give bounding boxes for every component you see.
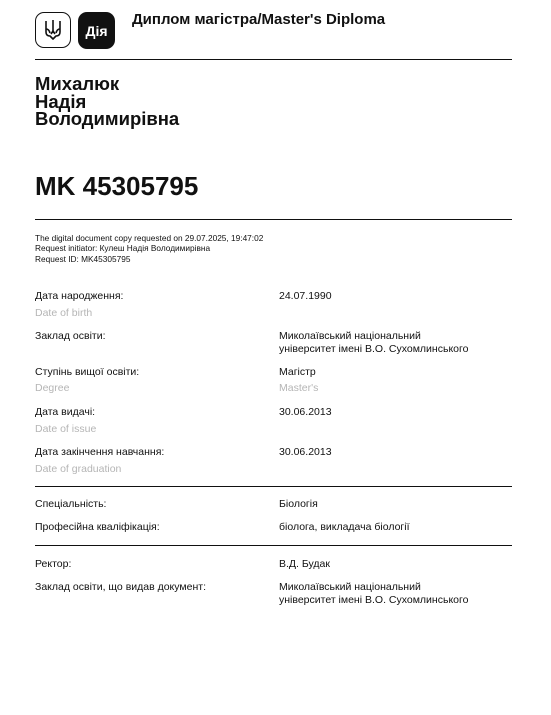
issue-date-label: Дата видачі: <box>35 406 96 418</box>
trident-logo <box>35 12 71 48</box>
divider <box>35 545 512 546</box>
request-info <box>35 233 263 264</box>
issuer-label: Заклад освіти, що видав документ: <box>35 581 206 593</box>
qualification-value: біолога, викладача біології <box>279 521 410 533</box>
institution-value-line1: Миколаївський національний <box>279 330 421 342</box>
birth-label: Дата народження: <box>35 290 124 302</box>
specialty-value: Біологія <box>279 498 318 510</box>
request-id-line: Request ID: MK45305795 <box>35 253 131 264</box>
birth-value: 24.07.1990 <box>279 290 332 302</box>
request-initiator-line: Request initiator: Кулеш Надія Володимирівна <box>35 243 211 254</box>
diia-logo <box>78 12 115 49</box>
degree-value-en: Master's <box>279 382 319 394</box>
institution-value-line2: університет імені В.О. Сухомлинського <box>279 342 469 355</box>
institution-value <box>279 330 468 355</box>
graduation-label-en: Date of graduation <box>35 463 122 475</box>
divider <box>35 219 512 220</box>
qualification-label: Професійна кваліфікація: <box>35 521 160 533</box>
diia-logo-text: Дія <box>85 22 108 39</box>
issue-date-value: 30.06.2013 <box>279 406 332 418</box>
issuer-value-line1: Миколаївський національний <box>279 581 421 593</box>
holder-surname: Михалюк <box>35 73 120 94</box>
birth-label-en: Date of birth <box>35 307 93 319</box>
issue-date-label-en: Date of issue <box>35 423 97 435</box>
divider <box>35 486 512 487</box>
request-copy-line: The digital document copy requested on 29.07.2025, 19:47:02 <box>35 233 264 243</box>
holder-patronymic: Володимирівна <box>35 108 180 129</box>
document-title: Диплом магістра/Master's Diploma <box>132 11 386 28</box>
rector-value: В.Д. Будак <box>279 558 330 570</box>
trident-icon <box>43 18 63 42</box>
issuer-value <box>279 581 468 606</box>
specialty-label: Спеціальність: <box>35 498 107 510</box>
rector-label: Ректор: <box>35 558 72 570</box>
issuer-value-line2: університет імені В.О. Сухомлинського <box>279 593 469 606</box>
document-number: MK 45305795 <box>35 171 199 201</box>
institution-label: Заклад освіти: <box>35 330 106 342</box>
holder-first-name: Надія <box>35 90 87 112</box>
degree-label-en: Degree <box>35 382 70 394</box>
degree-value: Магістр <box>279 366 316 378</box>
divider <box>35 59 512 60</box>
graduation-label: Дата закінчення навчання: <box>35 446 165 458</box>
holder-name <box>35 75 179 128</box>
degree-label: Ступінь вищої освіти: <box>35 366 140 378</box>
graduation-value: 30.06.2013 <box>279 446 332 458</box>
